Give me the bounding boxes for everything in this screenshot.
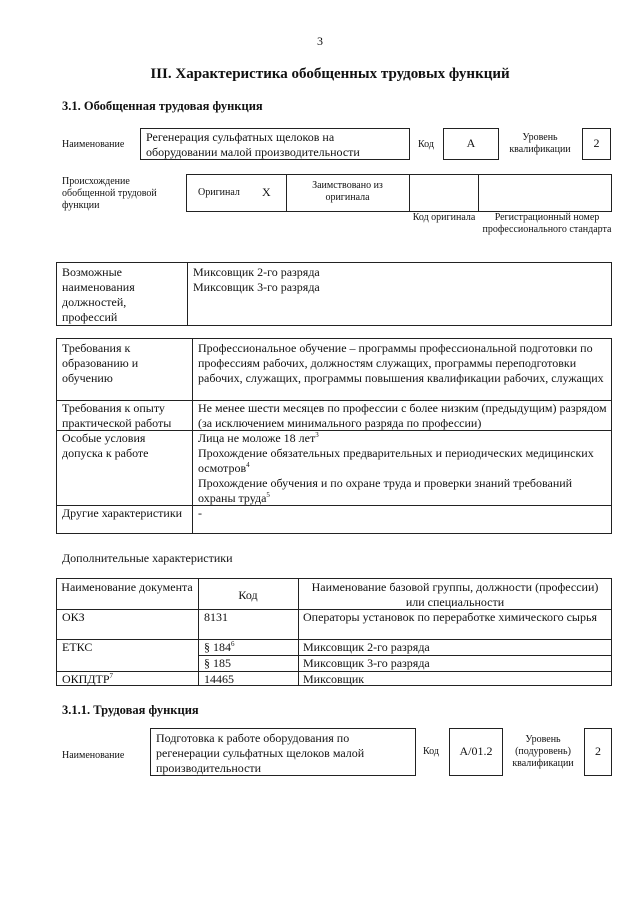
education-label: Требования к образованию и обучению	[62, 341, 139, 385]
table-row-name: Миксовщик 2-го разряда	[303, 640, 430, 654]
table-row-name: Операторы установок по переработке химического сырья	[303, 610, 597, 624]
experience-value: Не менее шести месяцев по профессии с более низким (предыдущим) разрядом (за исключением минимального разряда по профессии)	[198, 401, 607, 430]
tf-code-box	[449, 728, 503, 776]
table-row-name: Миксовщик	[303, 672, 365, 686]
col-doc-header: Наименование документа	[61, 580, 193, 594]
origin-borrowed-label: Заимствовано из оригинала	[312, 180, 383, 203]
footnote-ref: 5	[266, 491, 270, 499]
col-name-header: Наименование базовой группы, должности (профессии) или специальности	[311, 580, 599, 609]
experience-label: Требования к опыту практической работы	[62, 401, 172, 430]
origin-label: Происхождение обобщенной трудовой функции	[62, 176, 157, 211]
table-row-name: Миксовщик 3-го разряда	[303, 656, 430, 670]
origin-code-caption: Код оригинала	[412, 212, 476, 223]
positions-label: Возможные наименования должностей, профессий	[62, 265, 135, 324]
gtf-code-value: А	[466, 136, 476, 150]
origin-original-label: Оригинал	[198, 187, 240, 198]
table-row-code: 8131	[204, 610, 228, 624]
origin-regnum-caption: Регистрационный номер профессионального стандарта	[482, 212, 612, 235]
table-row-code: 14465	[204, 672, 234, 686]
position-item: Миксовщик 3-го разряда	[193, 280, 320, 294]
table-row-code: § $184^6$	[204, 640, 235, 654]
tf-level-value: 2	[595, 744, 601, 758]
special-line-1: Лица не моложе 18 лет$^3$	[198, 431, 319, 445]
section-title: III. Характеристика обобщенных трудовых функций	[150, 66, 510, 82]
tf-level-box	[584, 728, 612, 776]
education-value: Профессиональное обучение – программы профессиональной подготовки по профессиям рабочих, должностям служащих, программы переподготовки рабочих, служащих, программы повышения квалификации рабочих, служащих	[198, 341, 604, 385]
footnote-ref: 4	[246, 461, 250, 469]
gtf-level-label: Уровень квалификации	[509, 132, 571, 155]
special-conditions	[198, 431, 608, 506]
footnote-ref: 7	[109, 672, 114, 680]
additional-heading: Дополнительные характеристики	[62, 551, 233, 565]
special-line-2: Прохождение обязательных предварительных и периодических медицинских осмотров$^4$	[198, 446, 594, 475]
other-label: Другие характеристики	[62, 506, 183, 520]
tf-name-box	[150, 728, 416, 776]
special-label: Особые условия допуска к работе	[62, 431, 149, 460]
gtf-level-box	[582, 128, 611, 160]
page-number: 3	[317, 34, 323, 48]
position-item: Миксовщик 2-го разряда	[193, 265, 320, 279]
tf-code-label: Код	[423, 746, 439, 757]
other-value: -	[198, 506, 202, 520]
tf-code-value: А/01.2	[459, 744, 493, 758]
table-row-doc: ОКПДТР$^7$	[62, 672, 114, 686]
col-code-header: Код	[238, 588, 258, 602]
footnote-ref: 6	[231, 640, 235, 648]
tf-heading: 3.1.1. Трудовая функция	[62, 703, 199, 717]
gtf-heading: 3.1. Обобщенная трудовая функция	[62, 99, 263, 113]
origin-original-mark: Х	[262, 185, 271, 199]
gtf-code-label: Код	[418, 139, 434, 150]
table-row-doc: ОКЗ	[62, 610, 85, 624]
gtf-name-value: Регенерация сульфатных щелоков на оборудовании малой производительности	[146, 130, 360, 159]
table-row-code: § 185	[204, 656, 231, 670]
tf-name-label: Наименование	[62, 750, 125, 761]
gtf-level-value: 2	[593, 136, 600, 150]
gtf-code-box	[443, 128, 499, 160]
footnote-ref: 3	[315, 431, 319, 439]
special-line-3: Прохождение обучения и по охране труда и проверки знаний требований охраны труда$^5$	[198, 476, 573, 505]
gtf-name-label: Наименование	[62, 139, 125, 150]
gtf-name-box	[140, 128, 410, 160]
table-row-doc: ЕТКС	[62, 640, 93, 654]
tf-name-value: Подготовка к работе оборудования по регенерации сульфатных щелоков малой производительности	[156, 731, 365, 775]
tf-level-label: Уровень (подуровень) квалификации	[512, 734, 574, 769]
